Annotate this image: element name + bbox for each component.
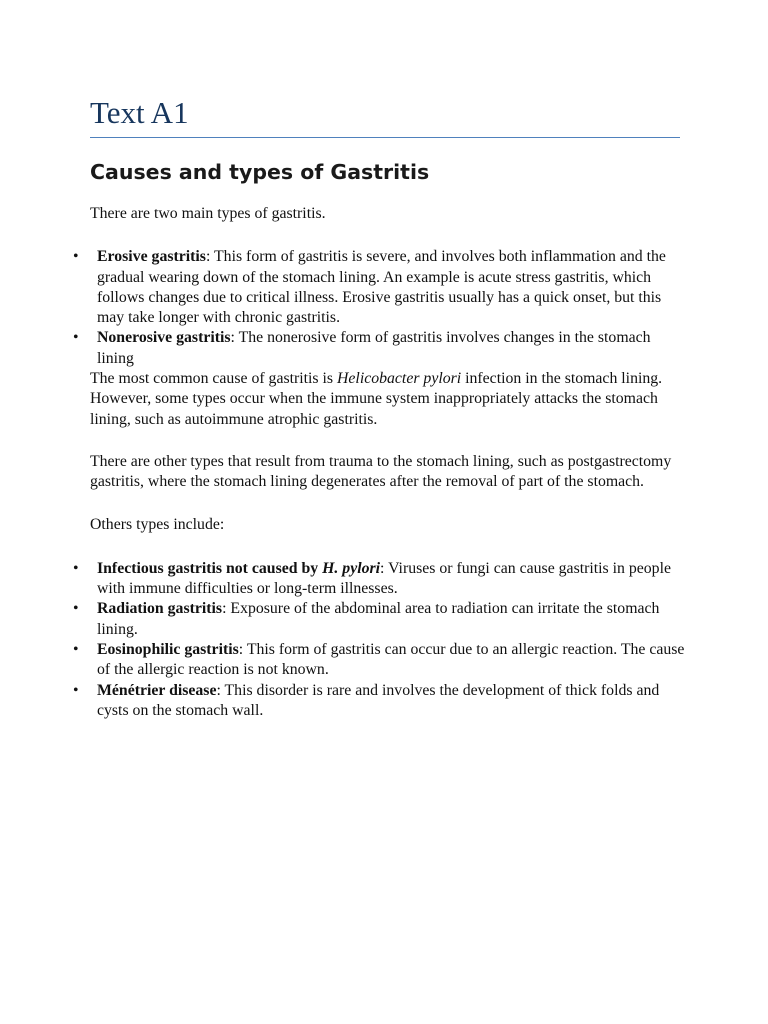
cause-paragraph — [90, 369, 690, 430]
term-menetrier: Ménétrier disease — [97, 681, 217, 699]
term-nonerosive: Nonerosive gastritis — [97, 329, 231, 347]
cause-text-end: infection in the stomach lining. However, some types occur when the immune system inappropriately attacks the stomach lining, such as autoimmune atrophic gastritis. — [90, 370, 663, 428]
desc-erosive: : This form of gastritis is severe, and involves both inflammation and the gradual wearing down of the stomach lining. An example is acute stress gastritis, which follows changes due to critical illness. Erosive gastritis usually has a quick onset, but this may take longer with chronic gastritis. — [97, 248, 666, 327]
desc-infectious: : Viruses or fungi can cause gastritis in people with immune difficulties or long-term illnesses. — [97, 559, 671, 598]
intro-paragraph: There are two main types of gastritis. — [90, 205, 326, 222]
list-item-eosinophilic — [90, 640, 690, 681]
list-item-erosive — [90, 247, 690, 328]
other-types-list — [90, 559, 690, 721]
document-body — [90, 204, 690, 721]
term-radiation: Radiation gastritis — [97, 600, 223, 618]
term-eosinophilic: Eosinophilic gastritis — [97, 641, 239, 659]
cause-text-start: The most common cause of gastritis is — [90, 370, 338, 388]
list-item-menetrier — [90, 681, 690, 722]
others-intro: Others types include: — [90, 515, 225, 533]
desc-radiation: : Exposure of the abdominal area to radiation can irritate the stomach lining. — [97, 600, 660, 638]
title-underline-divider — [90, 137, 680, 138]
section-heading: Causes and types of Gastritis — [90, 160, 430, 184]
term-infectious: Infectious gastritis not caused by H. pylori — [97, 559, 381, 577]
desc-menetrier: : This disorder is rare and involves the development of thick folds and cysts on the stomach wall. — [97, 681, 660, 719]
list-item-radiation — [90, 599, 690, 640]
desc-eosinophilic: : This form of gastritis can occur due to an allergic reaction. The cause of the allergic reaction is not known. — [97, 641, 685, 679]
list-item-infectious — [90, 559, 690, 600]
term-erosive: Erosive gastritis — [97, 248, 206, 266]
document-title: Text A1 — [90, 95, 189, 130]
main-types-list — [90, 247, 690, 369]
bacterium-name: Helicobacter pylori — [337, 370, 462, 388]
list-item-nonerosive — [90, 328, 690, 369]
desc-nonerosive: : The nonerosive form of gastritis involves changes in the stomach lining — [97, 329, 651, 367]
trauma-paragraph: There are other types that result from trauma to the stomach lining, such as postgastrectomy gastritis, where the stomach lining degenerates after the removal of part of the stomach. — [90, 452, 672, 491]
